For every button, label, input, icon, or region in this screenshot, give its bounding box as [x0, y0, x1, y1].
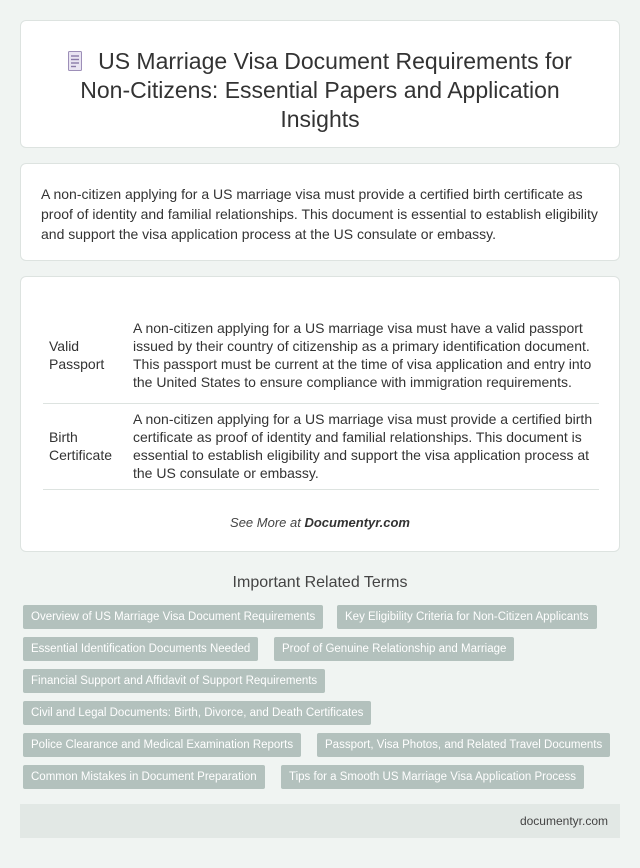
requirements-card	[20, 276, 620, 552]
related-term-tag[interactable]: Essential Identification Documents Needed	[23, 637, 258, 661]
related-term-tag[interactable]: Tips for a Smooth US Marriage Visa Application Process	[281, 765, 584, 789]
intro-card	[20, 163, 620, 261]
related-term-tag[interactable]: Passport, Visa Photos, and Related Travel Documents	[317, 733, 610, 757]
see-more	[21, 515, 619, 530]
row-value: A non-citizen applying for a US marriage visa must provide a certified birth certificate as proof of identity and familial relationships. This document is essential to establish eligibility and support the visa application process at the US consulate or embassy.	[127, 403, 599, 489]
related-term-tag[interactable]: Proof of Genuine Relationship and Marriage	[274, 637, 514, 661]
see-more-prefix: See More at	[230, 515, 305, 530]
related-terms-heading: Important Related Terms	[232, 574, 408, 591]
row-label: Birth Certificate	[43, 403, 127, 489]
title-card	[20, 20, 620, 148]
related-term-tag[interactable]: Key Eligibility Criteria for Non-Citizen Applicants	[337, 605, 597, 629]
related-term-tag[interactable]: Overview of US Marriage Visa Document Requirements	[23, 605, 323, 629]
row-value: A non-citizen applying for a US marriage visa must have a valid passport issued by their country of citizenship as a primary identification document. This passport must be current at the time of visa application and entry into the United States to ensure compliance with immigration requirements.	[127, 307, 599, 403]
table-row	[43, 307, 599, 403]
footer	[20, 804, 620, 838]
document-icon	[68, 49, 82, 69]
intro-text: A non-citizen applying for a US marriage visa must provide a certified birth certificate as proof of identity and familial relationships. This document is essential to establish eligibility and support the visa application process at the US consulate or embassy.	[41, 186, 598, 242]
table-row	[43, 403, 599, 489]
requirements-table	[43, 307, 599, 490]
page-title	[21, 21, 619, 134]
related-term-tag[interactable]: Civil and Legal Documents: Birth, Divorce, and Death Certificates	[23, 701, 371, 725]
footer-link[interactable]: documentyr.com	[519, 814, 608, 828]
row-label: Valid Passport	[43, 307, 127, 403]
related-term-tag[interactable]: Common Mistakes in Document Preparation	[23, 765, 265, 789]
see-more-link[interactable]: Documentyr.com	[304, 515, 410, 530]
page-title-text: US Marriage Visa Document Requirements for Non-Citizens: Essential Papers and Application Insights	[80, 48, 572, 132]
related-term-tag[interactable]: Police Clearance and Medical Examination Reports	[23, 733, 301, 757]
related-term-tag[interactable]: Financial Support and Affidavit of Support Requirements	[23, 669, 325, 693]
